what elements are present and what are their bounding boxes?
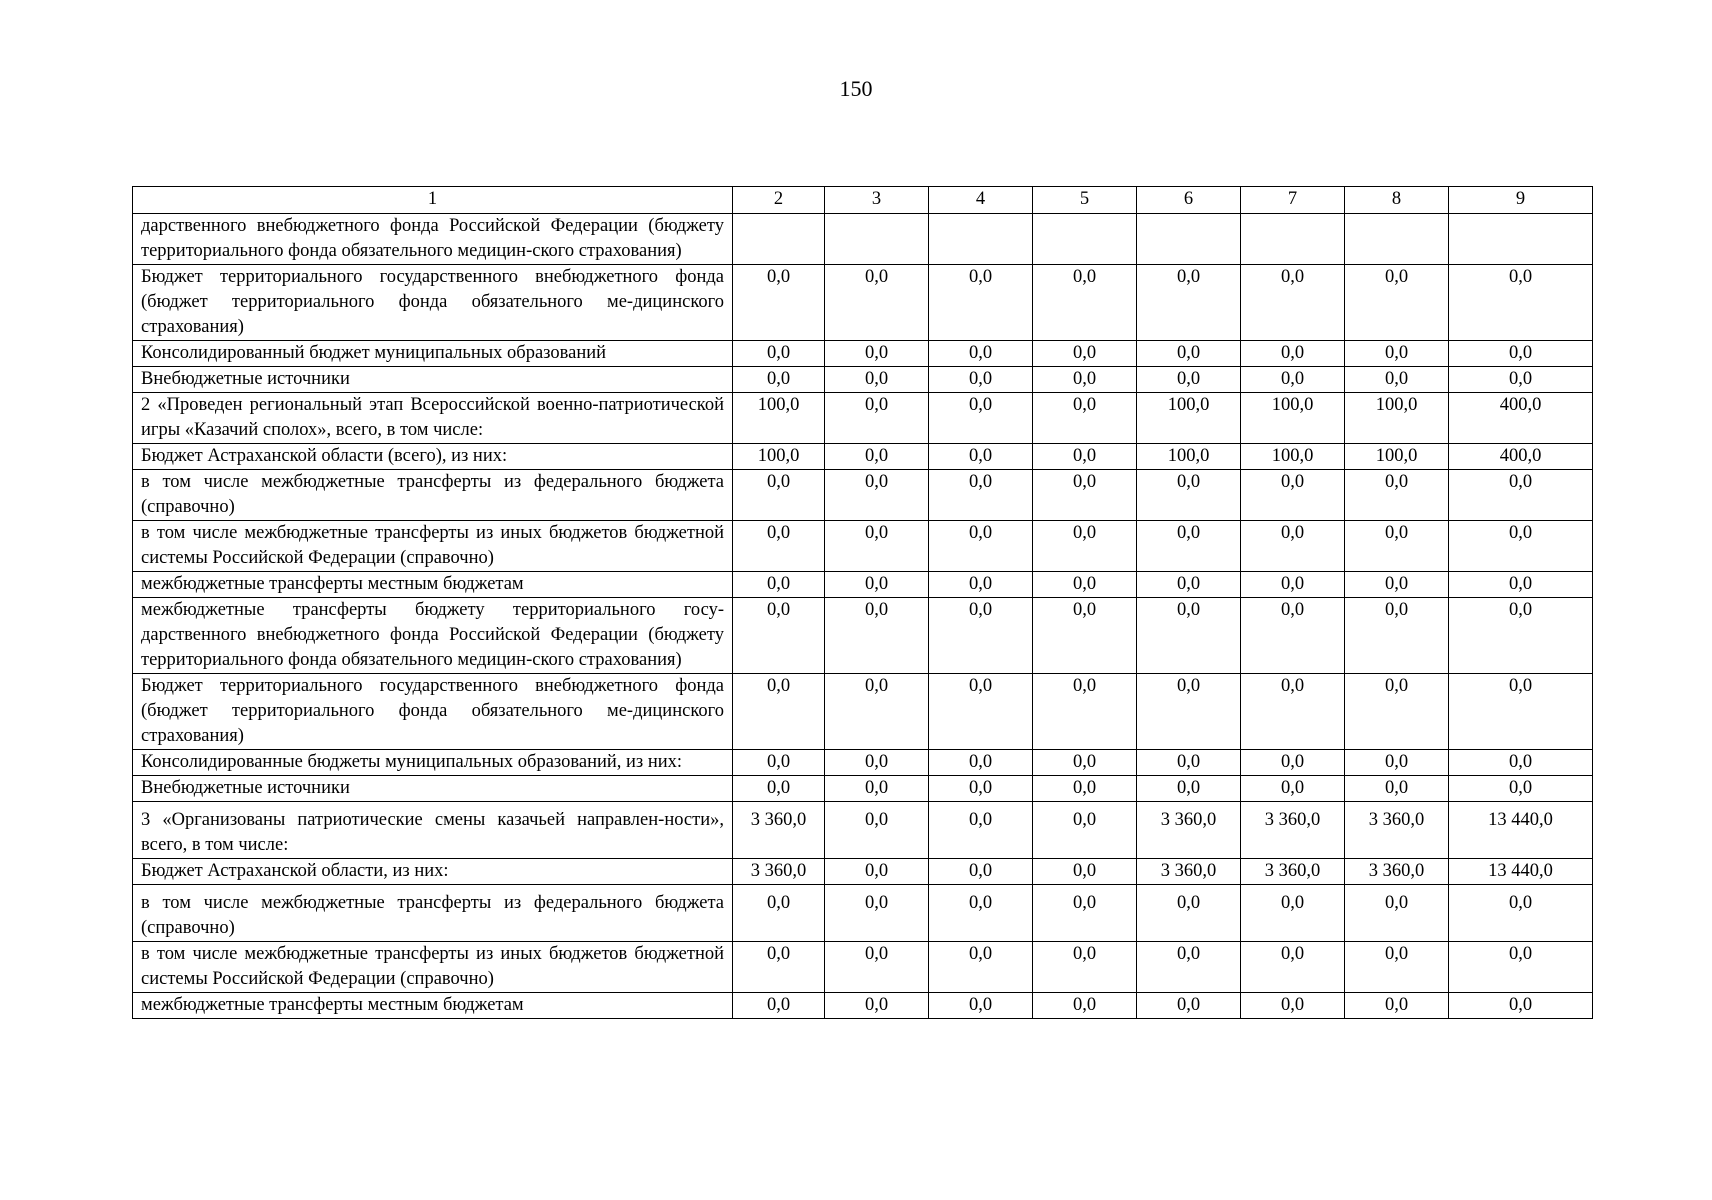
value-cell: 0,0 [929, 802, 1033, 859]
header-cell: 7 [1241, 187, 1345, 214]
value-cell: 0,0 [733, 341, 825, 367]
page-number: 150 [839, 76, 873, 101]
value-cell: 0,0 [825, 750, 929, 776]
row-label: межбюджетные трансферты местным бюджетам [133, 572, 733, 598]
value-cell: 0,0 [929, 776, 1033, 802]
value-cell [825, 214, 929, 265]
value-cell: 0,0 [929, 341, 1033, 367]
value-cell: 0,0 [733, 265, 825, 341]
table-row [133, 750, 1593, 776]
value-cell: 0,0 [1137, 750, 1241, 776]
header-cell: 2 [733, 187, 825, 214]
table-row [133, 942, 1593, 993]
value-cell: 3 360,0 [1241, 802, 1345, 859]
row-label: в том числе межбюджетные трансферты из иных бюджетов бюджетной системы Российской Федерации (справочно) [133, 942, 733, 993]
row-label: Внебюджетные источники [133, 367, 733, 393]
value-cell: 3 360,0 [1137, 802, 1241, 859]
value-cell: 0,0 [825, 993, 929, 1019]
value-cell [1449, 214, 1593, 265]
value-cell: 0,0 [1137, 942, 1241, 993]
value-cell: 0,0 [929, 444, 1033, 470]
value-cell: 3 360,0 [733, 802, 825, 859]
row-label: Бюджет Астраханской области, из них: [133, 859, 733, 885]
value-cell: 13 440,0 [1449, 802, 1593, 859]
value-cell: 0,0 [1449, 521, 1593, 572]
value-cell: 0,0 [1241, 942, 1345, 993]
row-label: межбюджетные трансферты бюджету территориального госу-дарственного внебюджетного фонда Российской Федерации (бюджету территориального фонда обязательного медицин-ского страхования) [133, 598, 733, 674]
value-cell: 0,0 [825, 341, 929, 367]
value-cell: 0,0 [929, 521, 1033, 572]
value-cell [1241, 214, 1345, 265]
value-cell: 0,0 [733, 674, 825, 750]
table-body [133, 214, 1593, 1019]
value-cell: 0,0 [1137, 776, 1241, 802]
table-row [133, 674, 1593, 750]
value-cell: 0,0 [1449, 341, 1593, 367]
value-cell: 0,0 [929, 265, 1033, 341]
value-cell: 0,0 [1137, 572, 1241, 598]
table-row [133, 393, 1593, 444]
value-cell: 0,0 [929, 470, 1033, 521]
value-cell: 0,0 [733, 942, 825, 993]
value-cell: 0,0 [1345, 572, 1449, 598]
value-cell: 0,0 [1241, 598, 1345, 674]
row-label: Консолидированный бюджет муниципальных образований [133, 341, 733, 367]
value-cell: 0,0 [1033, 341, 1137, 367]
value-cell: 0,0 [825, 572, 929, 598]
value-cell: 0,0 [1241, 265, 1345, 341]
value-cell: 0,0 [1345, 674, 1449, 750]
value-cell [929, 214, 1033, 265]
header-cell: 3 [825, 187, 929, 214]
value-cell: 0,0 [1137, 521, 1241, 572]
value-cell: 0,0 [825, 674, 929, 750]
value-cell: 3 360,0 [733, 859, 825, 885]
value-cell: 0,0 [825, 265, 929, 341]
value-cell: 0,0 [1137, 993, 1241, 1019]
value-cell: 0,0 [1345, 993, 1449, 1019]
row-label: в том числе межбюджетные трансферты из иных бюджетов бюджетной системы Российской Федерации (справочно) [133, 521, 733, 572]
value-cell: 0,0 [825, 444, 929, 470]
value-cell: 0,0 [825, 598, 929, 674]
row-label: дарственного внебюджетного фонда Российской Федерации (бюджету территориального фонда обязательного медицин-ского страхования) [133, 214, 733, 265]
header-cell: 4 [929, 187, 1033, 214]
table-row [133, 776, 1593, 802]
value-cell: 100,0 [1137, 393, 1241, 444]
value-cell: 0,0 [1241, 367, 1345, 393]
value-cell: 0,0 [929, 572, 1033, 598]
value-cell: 100,0 [1345, 393, 1449, 444]
value-cell: 0,0 [1033, 993, 1137, 1019]
value-cell: 0,0 [1033, 393, 1137, 444]
value-cell: 0,0 [929, 393, 1033, 444]
value-cell: 0,0 [825, 776, 929, 802]
value-cell: 0,0 [1241, 885, 1345, 942]
value-cell: 100,0 [733, 393, 825, 444]
value-cell: 0,0 [1345, 942, 1449, 993]
value-cell: 0,0 [1449, 572, 1593, 598]
value-cell: 0,0 [1449, 776, 1593, 802]
budget-table [132, 186, 1593, 1019]
value-cell: 0,0 [1241, 572, 1345, 598]
row-label: 2 «Проведен региональный этап Всероссийской военно-патриотической игры «Казачий сполох», всего, в том числе: [133, 393, 733, 444]
value-cell: 0,0 [929, 674, 1033, 750]
header-row [133, 187, 1593, 214]
value-cell: 0,0 [1137, 341, 1241, 367]
value-cell: 3 360,0 [1345, 802, 1449, 859]
value-cell: 0,0 [825, 859, 929, 885]
value-cell: 0,0 [1137, 265, 1241, 341]
value-cell: 0,0 [1345, 750, 1449, 776]
value-cell [733, 214, 825, 265]
value-cell: 100,0 [733, 444, 825, 470]
value-cell [1137, 214, 1241, 265]
table-row [133, 521, 1593, 572]
table-row [133, 598, 1593, 674]
value-cell: 0,0 [733, 598, 825, 674]
value-cell: 0,0 [929, 942, 1033, 993]
row-label: 3 «Организованы патриотические смены казачьей направлен-ности», всего, в том числе: [133, 802, 733, 859]
value-cell: 0,0 [929, 367, 1033, 393]
value-cell: 0,0 [1033, 470, 1137, 521]
value-cell: 0,0 [1241, 341, 1345, 367]
table-row [133, 993, 1593, 1019]
value-cell: 0,0 [733, 993, 825, 1019]
value-cell: 0,0 [1033, 521, 1137, 572]
value-cell: 0,0 [1033, 598, 1137, 674]
value-cell: 0,0 [1033, 750, 1137, 776]
value-cell: 0,0 [1033, 265, 1137, 341]
row-label: в том числе межбюджетные трансферты из федерального бюджета (справочно) [133, 470, 733, 521]
value-cell: 0,0 [1345, 367, 1449, 393]
value-cell: 0,0 [733, 470, 825, 521]
value-cell: 0,0 [1449, 674, 1593, 750]
value-cell: 0,0 [825, 367, 929, 393]
header-cell: 9 [1449, 187, 1593, 214]
value-cell: 0,0 [1345, 265, 1449, 341]
table-row [133, 341, 1593, 367]
value-cell: 0,0 [1137, 367, 1241, 393]
table-row [133, 572, 1593, 598]
value-cell: 0,0 [1033, 776, 1137, 802]
value-cell: 0,0 [733, 367, 825, 393]
value-cell: 400,0 [1449, 444, 1593, 470]
value-cell: 0,0 [1137, 674, 1241, 750]
value-cell: 0,0 [1137, 470, 1241, 521]
value-cell: 0,0 [1033, 444, 1137, 470]
value-cell: 0,0 [929, 598, 1033, 674]
value-cell: 0,0 [1241, 993, 1345, 1019]
value-cell: 0,0 [825, 942, 929, 993]
value-cell: 0,0 [1241, 750, 1345, 776]
value-cell: 0,0 [1033, 885, 1137, 942]
header-cell: 6 [1137, 187, 1241, 214]
value-cell: 400,0 [1449, 393, 1593, 444]
table-row [133, 214, 1593, 265]
row-label: межбюджетные трансферты местным бюджетам [133, 993, 733, 1019]
value-cell: 0,0 [1449, 750, 1593, 776]
value-cell: 100,0 [1345, 444, 1449, 470]
value-cell: 0,0 [825, 802, 929, 859]
value-cell: 100,0 [1241, 393, 1345, 444]
value-cell: 0,0 [1345, 776, 1449, 802]
table-row [133, 265, 1593, 341]
value-cell: 0,0 [1345, 521, 1449, 572]
value-cell: 0,0 [1033, 859, 1137, 885]
value-cell: 0,0 [1345, 598, 1449, 674]
header-cell: 5 [1033, 187, 1137, 214]
value-cell: 0,0 [1449, 367, 1593, 393]
value-cell: 0,0 [929, 885, 1033, 942]
value-cell: 0,0 [1241, 470, 1345, 521]
value-cell: 3 360,0 [1137, 859, 1241, 885]
value-cell: 0,0 [1033, 802, 1137, 859]
value-cell: 0,0 [1449, 993, 1593, 1019]
header-cell: 8 [1345, 187, 1449, 214]
value-cell: 0,0 [1137, 885, 1241, 942]
value-cell: 0,0 [825, 521, 929, 572]
value-cell: 0,0 [733, 750, 825, 776]
value-cell: 0,0 [825, 393, 929, 444]
value-cell: 0,0 [1241, 674, 1345, 750]
table-row [133, 367, 1593, 393]
value-cell: 100,0 [1241, 444, 1345, 470]
value-cell: 0,0 [1449, 470, 1593, 521]
value-cell: 0,0 [733, 572, 825, 598]
value-cell [1033, 214, 1137, 265]
value-cell: 0,0 [1345, 885, 1449, 942]
row-label: Внебюджетные источники [133, 776, 733, 802]
value-cell: 0,0 [929, 750, 1033, 776]
value-cell: 0,0 [1345, 470, 1449, 521]
value-cell: 0,0 [1449, 942, 1593, 993]
value-cell: 0,0 [825, 470, 929, 521]
value-cell [1345, 214, 1449, 265]
value-cell: 3 360,0 [1345, 859, 1449, 885]
table-row [133, 444, 1593, 470]
value-cell: 13 440,0 [1449, 859, 1593, 885]
value-cell: 0,0 [1033, 942, 1137, 993]
table-row [133, 859, 1593, 885]
header-cell: 1 [133, 187, 733, 214]
value-cell: 0,0 [929, 993, 1033, 1019]
row-label: Бюджет территориального государственного внебюджетного фонда (бюджет территориального фонда обязательного ме-дицинского страхования) [133, 265, 733, 341]
value-cell: 0,0 [1449, 265, 1593, 341]
table-row [133, 802, 1593, 859]
row-label: Консолидированные бюджеты муниципальных образований, из них: [133, 750, 733, 776]
row-label: в том числе межбюджетные трансферты из федерального бюджета (справочно) [133, 885, 733, 942]
value-cell: 0,0 [1241, 776, 1345, 802]
value-cell: 0,0 [1033, 367, 1137, 393]
value-cell: 0,0 [1033, 674, 1137, 750]
table-row [133, 885, 1593, 942]
row-label: Бюджет Астраханской области (всего), из них: [133, 444, 733, 470]
value-cell: 0,0 [1449, 885, 1593, 942]
value-cell: 0,0 [733, 776, 825, 802]
table-row [133, 470, 1593, 521]
value-cell: 100,0 [1137, 444, 1241, 470]
value-cell: 3 360,0 [1241, 859, 1345, 885]
row-label: Бюджет территориального государственного внебюджетного фонда (бюджет территориального фонда обязательного ме-дицинского страхования) [133, 674, 733, 750]
value-cell: 0,0 [1137, 598, 1241, 674]
value-cell: 0,0 [929, 859, 1033, 885]
value-cell: 0,0 [733, 885, 825, 942]
value-cell: 0,0 [1241, 521, 1345, 572]
value-cell: 0,0 [733, 521, 825, 572]
value-cell: 0,0 [1449, 598, 1593, 674]
value-cell: 0,0 [1033, 572, 1137, 598]
value-cell: 0,0 [825, 885, 929, 942]
value-cell: 0,0 [1345, 341, 1449, 367]
